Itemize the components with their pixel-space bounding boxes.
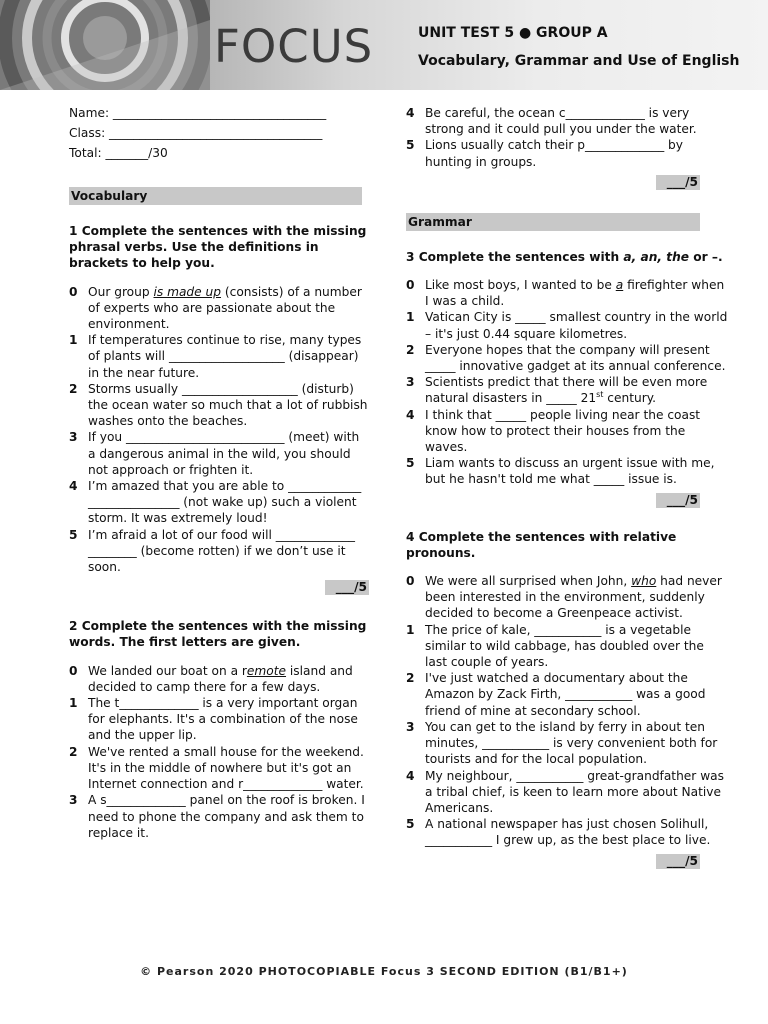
exercise-2-items (69, 663, 369, 841)
list-item[interactable]: 1 The t_____________ is a very important organ for elephants. It's a combination of the nose and the upper lip. (69, 696, 358, 743)
exercise-2-items-cont (406, 105, 728, 170)
list-item[interactable]: 1 The price of kale, ___________ is a vegetable similar to wild cabbage, has doubled over the last couple of years. (406, 622, 704, 670)
total-field[interactable]: Total: _______/30 (69, 146, 168, 160)
exercise-3-score (406, 493, 700, 509)
exercise-3-items (406, 277, 728, 488)
page-footer: © Pearson 2020 PHOTOCOPIABLE Focus 3 SECOND EDITION (B1/B1+) (140, 965, 628, 978)
score-box[interactable]: ___/5 (325, 580, 369, 595)
list-item[interactable]: 4 I think that _____ people living near the coast know how to protect their houses from the waves. (406, 407, 701, 455)
example-answer: is made up (153, 284, 222, 299)
list-item[interactable]: 1 If temperatures continue to rise, many types of plants will ___________________ (disappear) in the near future. (69, 333, 362, 380)
list-item[interactable]: 3 You can get to the island by ferry in about ten minutes, ___________ is very convenient both for tourists and for the local population. (406, 719, 718, 767)
exercise-1-title: 1 Complete the sentences with the missing phrasal verbs. Use the definitions in brackets to help you. (69, 224, 367, 271)
grammar-section-bar: Grammar (406, 213, 700, 231)
list-item[interactable]: 1 Vatican City is _____ smallest country in the world – it's just 0.44 square kilometres. (406, 310, 728, 341)
class-field[interactable]: Class: ___________________________________ (69, 126, 323, 140)
list-item: 0 Like most boys, I wanted to be a firefighter when I was a child. (406, 278, 725, 309)
brand-name: FOCUS (214, 20, 374, 73)
list-item[interactable]: 3 If you __________________________ (meet) with a dangerous animal in the wild, you should not approach or frighten it. (69, 430, 360, 477)
exercise-4-score (406, 854, 700, 870)
list-item[interactable]: 5 Liam wants to discuss an urgent issue with me, but he hasn't told me what _____ issue is. (406, 456, 715, 487)
list-item: 0 Our group is made up (consists) of a number of experts who are passionate about the environment. (69, 284, 362, 332)
list-item[interactable]: 4 My neighbour, ___________ great-grandfather was a tribal chief, is keen to learn more about Native Americans. (406, 768, 724, 815)
focus-logo-graphic (0, 0, 210, 90)
right-column (406, 105, 728, 870)
name-field[interactable]: Name: ___________________________________ (69, 106, 327, 120)
list-item[interactable]: 3 Scientists predict that there will be even more natural disasters in _____ 21st century. (406, 375, 708, 406)
exercise-4-items (406, 573, 728, 848)
page-header (0, 0, 768, 90)
exercise-1-score (69, 580, 369, 596)
exercise-2-title: 2 Complete the sentences with the missing words. The first letters are given. (69, 619, 367, 650)
list-item[interactable]: 2 Storms usually ___________________ (disturb) the ocean water so much that a lot of rubbish washes onto the beaches. (69, 381, 368, 429)
list-item[interactable]: 2 Everyone hopes that the company will present _____ innovative gadget at its annual conference. (406, 342, 726, 374)
list-item[interactable]: 5 I’m afraid a lot of our food will _____________ ________ (become rotten) if we don’t use it soon. (69, 527, 356, 575)
unit-title: UNIT TEST 5 ● GROUP A (418, 25, 608, 41)
list-item[interactable]: 3 A s_____________ panel on the roof is broken. I need to phone the company and ask them to replace it. (69, 793, 365, 840)
unit-subtitle: Vocabulary, Grammar and Use of English (418, 53, 740, 69)
exercise-3-title: 3 Complete the sentences with a, an, the or –. (406, 249, 723, 264)
vocabulary-section-bar: Vocabulary (69, 187, 362, 205)
exercise-4-title: 4 Complete the sentences with relative pronouns. (406, 529, 677, 560)
example-answer: who (631, 574, 657, 589)
score-box[interactable]: ___/5 (656, 854, 700, 869)
list-item: 0 We landed our boat on a remote island and decided to camp there for a few days. (69, 663, 353, 694)
left-column (69, 105, 369, 841)
example-answer: a (615, 278, 624, 293)
list-item: 0 We were all surprised when John, who had never been interested in the environment, suddenly decided to become a Greenpeace activist. (406, 574, 722, 621)
example-answer: emote (246, 663, 287, 678)
list-item[interactable]: 4 I’m amazed that you are able to ____________ _______________ (not wake up) such a violent storm. It was extremely loud! (69, 479, 362, 526)
list-item[interactable]: 4 Be careful, the ocean c_____________ is very strong and it could pull you under the water. (406, 106, 697, 137)
score-box[interactable]: ___/5 (656, 493, 700, 508)
score-box[interactable]: ___/5 (656, 175, 700, 190)
list-item[interactable]: 2 I've just watched a documentary about the Amazon by Zack Firth, ___________ was a good friend of mine at secondary school. (406, 671, 706, 718)
exercise-1-items (69, 284, 369, 576)
exercise-2-score (406, 175, 700, 191)
list-item[interactable]: 2 We've rented a small house for the weekend. It's in the middle of nowhere but it's got an Internet connection and r_____________ water. (69, 744, 364, 792)
list-item[interactable]: 5 Lions usually catch their p_____________ by hunting in groups. (406, 138, 684, 169)
list-item[interactable]: 5 A national newspaper has just chosen Solihull, ___________ I grew up, as the best place to live. (406, 817, 711, 848)
